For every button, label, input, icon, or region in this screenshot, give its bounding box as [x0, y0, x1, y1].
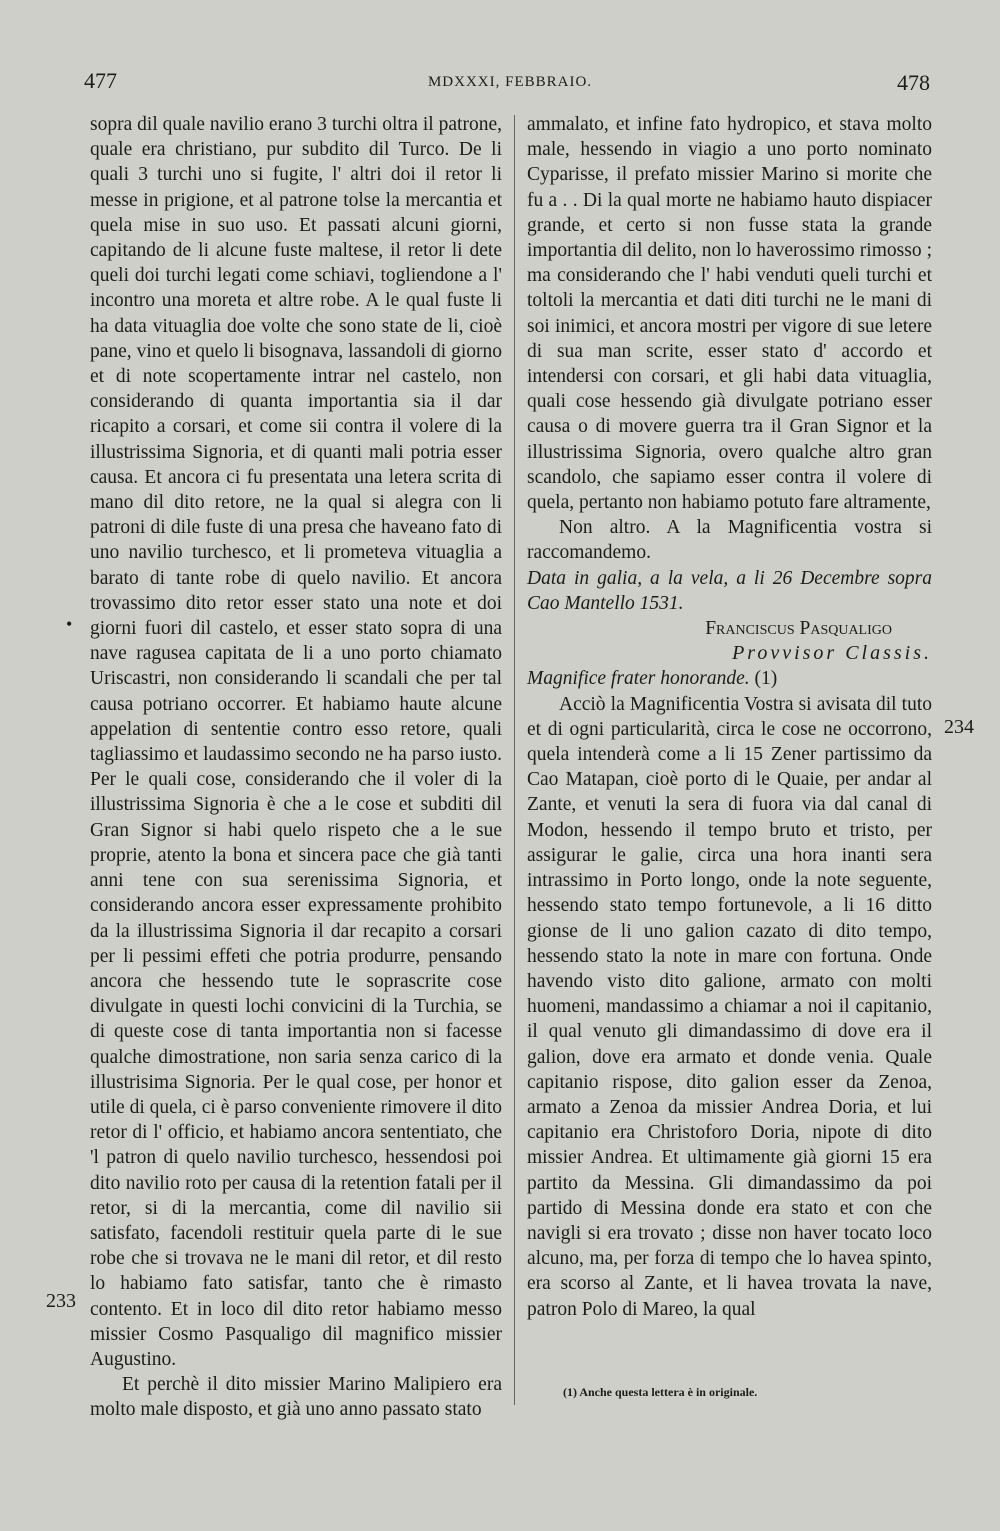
running-title: MDXXXI, FEBBRAIO. — [427, 74, 593, 90]
dateline: Data in galia, a la vela, a li 26 Decembre sopra Cao Mantello 1531. — [527, 567, 932, 614]
right-column — [527, 112, 932, 1322]
right-page-number: 478 — [897, 70, 930, 95]
footnote-reference: (1) — [754, 668, 778, 690]
signature-title: Provvisor Classis. — [732, 642, 932, 665]
salutation-text: Magnifice frater honorande. — [527, 668, 750, 690]
salutation — [527, 666, 932, 691]
right-paragraph-1: ammalato, et infine fato hydropico, et stava molto male, hessendo in viagio a uno porto nominato Cyparisse, il prefato missier Marino si morite che fu a . . Di la qual morte ne habiamo hauto dispiacer grande, et certo si non fusse stata la grande importantia dil delito, non lo haverossimo rimosso ; ma considerando che l' habi venduti queli turchi et toltoli la mercantia et dati diti turchi ne le mani di soi inimici, et ancora mostri per vigore di sue letere di sua man scrite, esser stato d' accordo et intendersi con corsari, et gli habi data vituaglia, quali cose hessendo già divulgate potriano esser causa o di movere guerra tra il Gran Signor et la illustrissima Signoria, overo qualche altro gran scandolo, che sapiamo esser contra il volere di quela, pertanto non habiamo potuto fare altramente, — [527, 114, 932, 514]
letter-paragraph: Acciò la Magnificentia Vostra si avisata dil tuto et di ogni particularità, circa le cose ne occorrono, quela intenderà come a li 15 Zener partissimo da Cao Matapan, cioè porto di le Quaie, per andar al Zante, et venuti la sera di fuora via dal canal di Modon, hessendo il tempo bruto et tristo, per assigurar le galie, circa una hora inanti sera intrassimo in Porto longo, onde la note seguente, hessendo stato tempo fortunevole, a li 16 ditto gionse de li uno galion cazato di dito tempo, hessendo stato la note in mare con fortuna. Onde havendo visto dito galione, armato con molti huomeni, mandassimo a chiamar a noi il capitanio, il qual venuto gli dimandassimo di dove era il galion, dove era armato et donde venia. Quale capitanio rispose, dito galion esser da Zenoa, armato a Zenoa da missier Andrea Doria, et lui capitanio era Christoforo Doria, nipote di dito missier Andrea. Et ultimamente già giorni 15 era partito da Messina. Gli dimandassimo da poi partido di Messina donde era stato et con che navigli si era trovato ; disse non haver tocato loco alcuno, ma, per forza di tempo che lo havea spinto, era scorso al Zante, et li havea trovata la nave, patron Polo di Mareo, la qual — [527, 693, 932, 1320]
left-column — [90, 112, 502, 1423]
column-divider — [514, 115, 515, 1405]
page-header — [0, 68, 1000, 100]
right-paragraph-2: Non altro. A la Magnificentia vostra si raccomandemo. — [527, 517, 932, 564]
left-page-number: 477 — [84, 68, 117, 93]
left-margin-number: 233 — [46, 1290, 76, 1312]
margin-bullet-icon: • — [66, 614, 73, 634]
right-margin-number: 234 — [944, 716, 974, 738]
left-paragraph-2: Et perchè il dito missier Marino Malipiero era molto male disposto, et già uno anno passato stato — [90, 1374, 502, 1421]
left-paragraph-1: sopra dil quale navilio erano 3 turchi oltra il patrone, quale era christiano, pur subdito dil Turco. De li quali 3 turchi uno si fugite, l' altri doi il retor li messe in prigione, et al patrone tolse la mercantia et quela mise in suo uso. Et passati alcuni giorni, capitando de li alcune fuste maltese, il retor li dete queli doi turchi legati come schiavi, togliendone a l' incontro una moreta et altre robe. A le qual fuste li ha data vituaglia doe volte che sono state de li, cioè pane, vino et quelo li bisognava, lassandoli di giorno et di note scopertamente intrar nel castelo, non considerando di quanta importantia sia il dar ricapito a corsari, et come sii contra il volere di la illustrissima Signoria, et di quanti mali potria esser causa. Et ancora ci fu presentata una letera scrita di mano dil dito retore, ne la qual si alegra con li patroni di dile fuste di una presa che haveano fato di uno navilio turchesco, et li prometeva vituaglia a barato di tante robe di quelo navilio. Et ancora trovassimo dito retor esser stato una note et doi giorni fuori dil castelo, et esser stato sopra di una nave ragusea capitata de li a uno porto chiamato Uriscastri, non considerando li scandali che per tal causa potriano occorrer. Et habiamo haute alcune appelation di sententie contro esso retore, quali tagliassimo et laudassimo secondo ne ha parso iusto. Per le quali cose, considerando che il voler di la illustrissima Signoria è che a le cose et subditi dil Gran Signor si habi quelo rispeto che a le sue proprie, atento la bona et sincera pace che già tanti anni tene con sua serenissima Signoria, et considerando ancora esser expressamente prohibito da la illustrissima Signoria il dar recapito a corsari per li pessimi effeti che potria produrre, pensando ancora che hessendo tute le soprascrite cose divulgate in questi lochi convicini di la Turchia, se di queste cose di tanta importantia non si facesse qualche dimostratione, non saria senza carico di la illustrisima Signoria. Per le qual cose, per honor et utile di quela, ci è parso conveniente rimovere il dito retor di l' officio, et habiamo ancora sententiato, che 'l patron di quelo navilio turchesco, hessendosi poi dito navilio roto per causa di la retention fatali per il retor, si di la mercantia, come dil navilio sii satisfato, facendoli restituir quela parte di le sue robe che si trovava ne le mani dil retor, et dil resto lo habiamo fato satisfar, tanto che è rimasto contento. Et in loco dil dito retor habiamo messo missier Cosmo Pasqualigo dil magnifico missier Augustino. — [90, 114, 502, 1370]
signature-name: Franciscus Pasqualigo — [705, 618, 892, 640]
footnote: (1) Anche questa lettera è in originale. — [563, 1385, 758, 1399]
